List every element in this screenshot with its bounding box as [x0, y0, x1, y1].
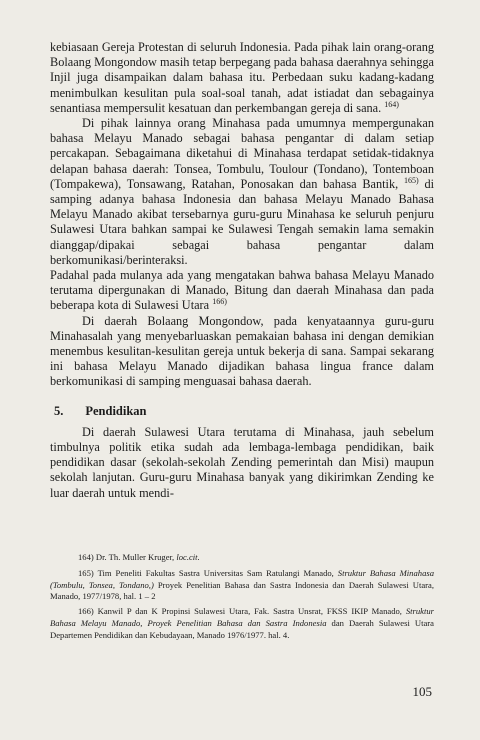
paragraph-2: Di pihak lainnya orang Minahasa pada umumnya mempergunakan bahasa Melayu Manado sebagai bahasa pengantar di dalam setiap percakapan. Sebagaimana diketahui di Minahasa terdapat setidak-tidaknya delapan bahasa daerah: Tonsea, Tombulu, Toulour (Tondano), Tontemboan (Tompakewa), Tonsawang, Ratahan, Ponosakan dan bahasa Bantik, $^{165)}$ di samping adanya bahasa Indonesia dan bahasa Melayu Manado Bahasa Melayu Manado akibat tersebarnya guru-guru Minahasa ke seluruh penjuru Sulawesi Utara bahkan sampai ke Sulawesi Tengah semakin lama semakin dianggap/dipakai sebagai bahasa pengantar dalam berkomunikasi/berinteraksi.	[50, 116, 435, 267]
footnote-165: 165) Tim Peneliti Fakultas Sastra Universitas Sam Ratulangi Manado, Struktur Bahasa Minahasa (Tombulu, Tonsea, Tondano,) Proyek Penelitian Bahasa dan Sastra Indonesia dan Daerah Sulawesi Utara, Manado, 1977/1978, hal. 1 – 2	[50, 567, 435, 602]
paragraph-5: Di daerah Sulawesi Utara terutama di Minahasa, jauh sebelum timbulnya politik etika sudah ada lembaga-lembaga pendidikan, baik pendidikan dasar (sekolah-sekolah Zending pemerintah dan Misi) maupun sekolah lanjutan. Guru-guru Minahasa banyak yang dikirimkan Zending ke luar daerah untuk mendi-	[50, 424, 434, 500]
footnote-ref-164: 164)	[384, 99, 399, 109]
section-title: Pendidikan	[85, 403, 147, 418]
footnote-ref-166: 166)	[212, 297, 227, 307]
page-number: 105	[412, 684, 432, 699]
paragraph-1: kebiasaan Gereja Protestan di seluruh Indonesia. Pada pihak lain orang-orang Bolaang Mongondow masih tetap berpegang pada bahasa daerahnya sehingga Injil juga disampaikan dalam bahasa itu. Perbedaan suku kadang-kadang menimbulkan kesulitan pula soal-soal tanah, adat istiadat dan sebagainya senantiasa mempersulit kesatuan dan perkembangan gereja di sana. $^{164)}$	[50, 40, 434, 115]
main-text	[50, 40, 434, 501]
footnotes	[50, 552, 434, 645]
footnote-164: 164) Dr. Th. Muller Kruger, loc.cit.	[78, 552, 200, 562]
section-number: 5.	[54, 403, 64, 418]
footnote-ref-165: 165)	[403, 175, 419, 185]
section-heading	[54, 404, 434, 419]
footnote-166: 166) Kanwil P dan K Propinsi Sulawesi Utara, Fak. Sastra Unsrat, FKSS IKIP Manado, Struktur Bahasa Melayu Manado, Proyek Penelitian Bahasa dan Sastra Indonesia dan Daerah Sulawesi Utara Departemen Pendidikan dan Kebudayaan, Manado 1976/1977. hal. 4.	[50, 606, 434, 640]
paragraph-3: Padahal pada mulanya ada yang mengatakan bahwa bahasa Melayu Manado terutama dipergunakan di Manado, Bitung dan daerah Minahasa dan pada beberapa kota di Sulawesi Utara $^{166)}$	[50, 268, 434, 313]
paragraph-4: Di daerah Bolaang Mongondow, pada kenyataannya guru-guru Minahasalah yang menyebarluaskan pemakaian bahasa ini dengan demikian menembus kesulitan-kesulitan gereja untuk bekerja di sana. Sampai sekarang ini bahasa Melayu Manado dijadikan bahasa lingua france dalam berkomunikasi di samping menguasai bahasa daerah.	[50, 313, 434, 389]
